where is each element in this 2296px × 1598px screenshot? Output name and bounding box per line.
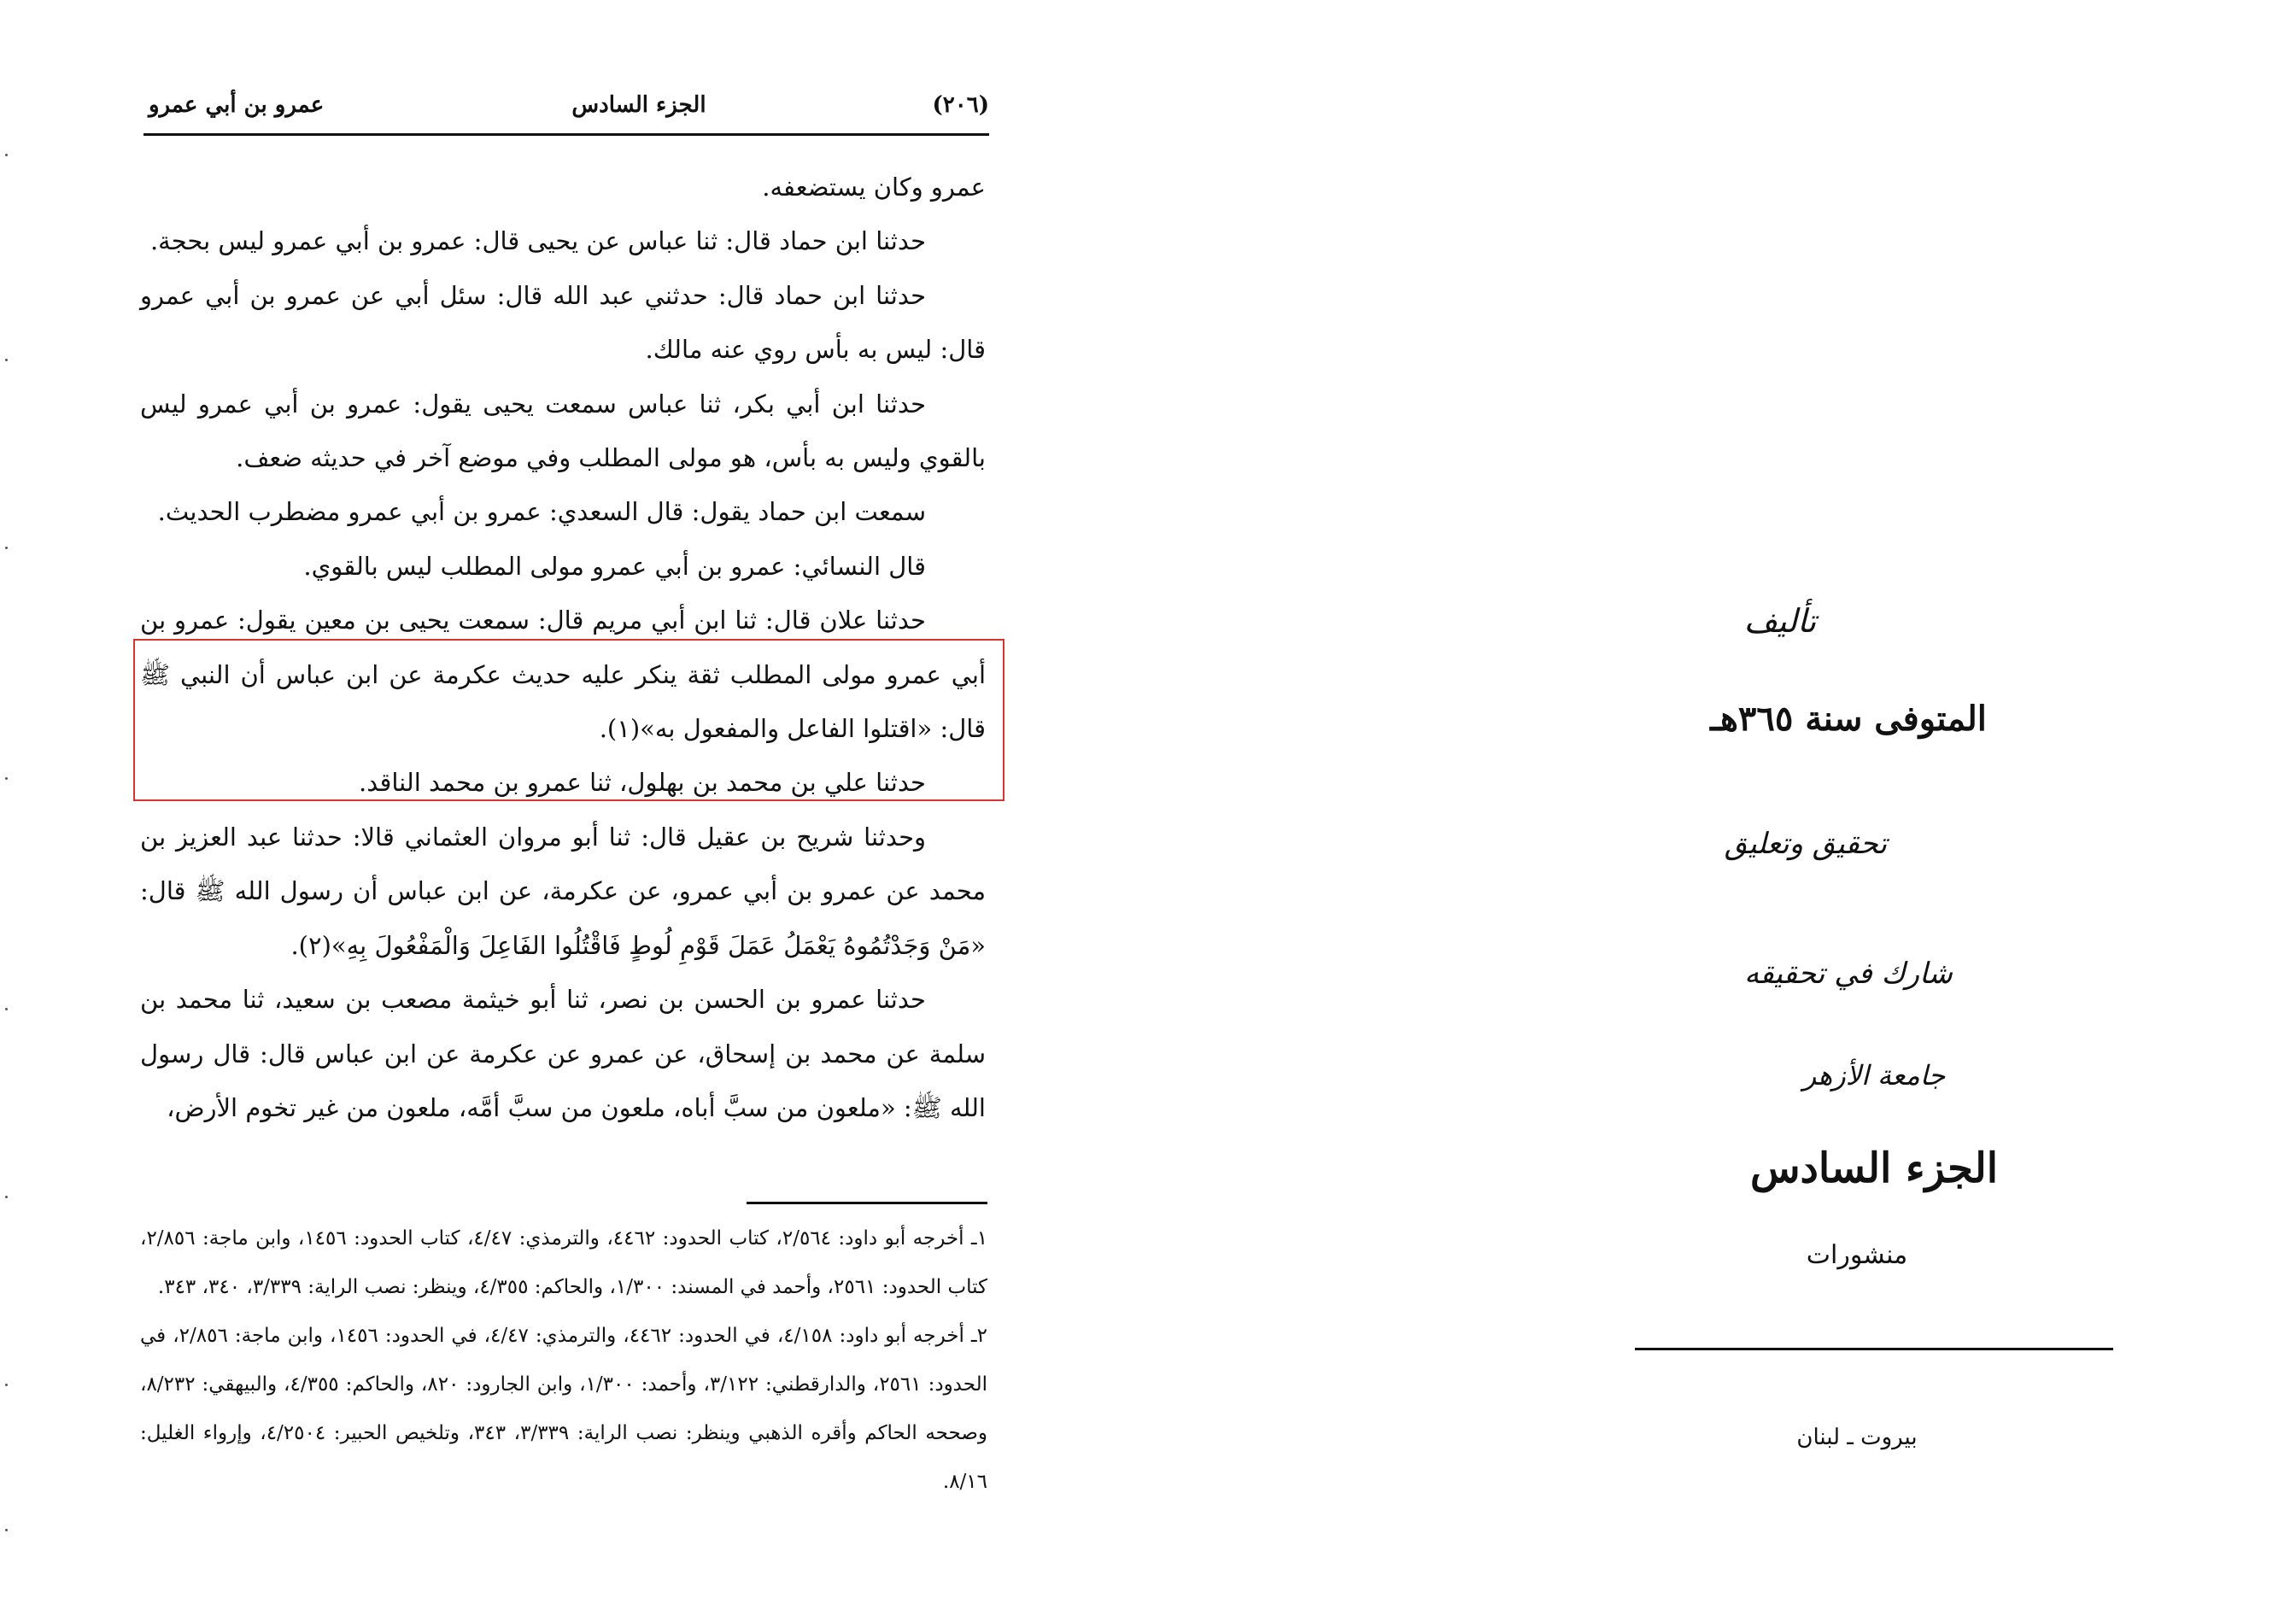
paragraph: حدثنا علي بن محمد بن بهلول، ثنا عمرو بن محمد الناقد. <box>359 768 926 798</box>
volume-label: الجزء السادس <box>1749 1144 1999 1192</box>
footnotes <box>140 1215 987 1507</box>
header-topic: عمرو بن أبي عمرو <box>149 92 325 118</box>
paragraph: حدثنا ابن حماد قال: حدثني عبد الله قال: سئل أبي عن عمرو بن أبي عمرو قال: ليس به بأس روي عنه مالك. <box>140 280 986 365</box>
publisher-city: بيروت ـ لبنان <box>1796 1425 1918 1450</box>
header-volume: الجزء السادس <box>571 92 706 118</box>
editors-line <box>1464 871 2296 917</box>
highlighted-paragraph: حدثنا علان قال: ثنا ابن أبي مريم قال: سمعت يحيى بن معين يقول: عمرو بن أبي عمرو مولى المطلب ثقة ينكر عليه حديث عكرمة عن ابن عباس أن النبي ﷺ قال: «اقتلوا الفاعل والمفعول به»(١). <box>140 606 986 744</box>
footnote: ٢ـ أخرجه أبو داود: ٤/١٥٨، في الحدود: ٤٤٦٢، والترمذي: ٤/٤٧، في الحدود: ١٤٥٦، وابن ماجة: ٢/٨٥٦، في الحدود: ٢٥٦١، والدارقطني: ٣/١٢٢، وأحمد: ١/٣٠٠، وابن الجارود: ٨٢٠، والحاكم: ٤/٣٥٥، والبيهقي: ٨/٢٣٢، وصححه الحاكم وأقره الذهبي وينظر: نصب الراية: ٣/٣٣٩، ٣٤٣، وتلخيص الحبير: ٤/٢٥٠٤، وإرواء الغليل: ٨/١٦. <box>140 1325 988 1493</box>
death-year: المتوفى سنة ٣٦٥هـ <box>1710 699 1987 739</box>
title-page <box>1148 0 2296 1598</box>
authorship-label: تأليف <box>1743 602 1817 640</box>
university: جامعة الأزهر <box>1802 1059 1946 1092</box>
editing-label: تحقيق وتعليق <box>1724 827 1888 861</box>
paragraph: حدثنا عمرو بن الحسن بن نصر، ثنا أبو خيثمة مصعب بن سعيد، ثنا محمد بن سلمة عن محمد بن إسحاق، عن عمرو عن عكرمة عن ابن عباس قال: قال رسول الله ﷺ: «ملعون من سبَّ أباه، ملعون من سبَّ أمَّه، ملعون من غير تخوم الأرض، <box>140 985 986 1122</box>
signature-underline <box>1635 1348 2113 1350</box>
highlight-box <box>133 639 1004 801</box>
publisher-label: منشورات <box>1806 1240 1908 1270</box>
paragraph: وحدثنا شريح بن عقيل قال: ثنا أبو مروان العثماني قالا: حدثنا عبد العزيز بن محمد عن عمرو بن أبي عمرو، عن عكرمة، عن ابن عباس أن رسول الله ﷺ قال: «مَنْ وَجَدْتُمُوهُ يَعْمَلُ عَمَلَ قَوْمِ لُوطٍ فَاقْتُلُوا الفَاعِلَ وَالْمَفْعُولَ بِهِ»(٢). <box>140 822 986 960</box>
scan-artifact-dots <box>5 0 10 1598</box>
running-header <box>144 89 989 136</box>
co-editor-label: شارك في تحقيقه <box>1744 957 1953 991</box>
paragraph: حدثنا ابن حماد قال: ثنا عباس عن يحيى قال: عمرو بن أبي عمرو ليس بحجة. <box>149 226 926 256</box>
footnote: ١ـ أخرجه أبو داود: ٢/٥٦٤، كتاب الحدود: ٤٤٦٢، والترمذي: ٤/٤٧، كتاب الحدود: ١٤٥٦، وابن ماجة: ٢/٨٥٦، كتاب الحدود: ٢٥٦١، وأحمد في المسند: ١/٣٠٠، والحاكم: ٤/٣٥٥، وينظر: نصب الراية: ٣/٣٣٩، ٣٤٠، ٣٤٣. <box>140 1227 988 1298</box>
paragraph: قال النسائي: عمرو بن أبي عمرو مولى المطلب ليس بالقوي. <box>303 551 926 581</box>
paragraph: عمرو وكان يستضعفه. <box>762 173 986 202</box>
page-number: (٢٠٦) <box>932 92 989 118</box>
paragraph: حدثنا ابن أبي بكر، ثنا عباس سمعت يحيى يقول: عمرو بن أبي عمرو ليس بالقوي وليس به بأس، هو مولى المطلب وفي موضع آخر في حديثه ضعف. <box>140 389 986 473</box>
paragraph: سمعت ابن حماد يقول: قال السعدي: عمرو بن أبي عمرو مضطرب الحديث. <box>157 497 926 527</box>
footnote-separator <box>747 1202 987 1204</box>
